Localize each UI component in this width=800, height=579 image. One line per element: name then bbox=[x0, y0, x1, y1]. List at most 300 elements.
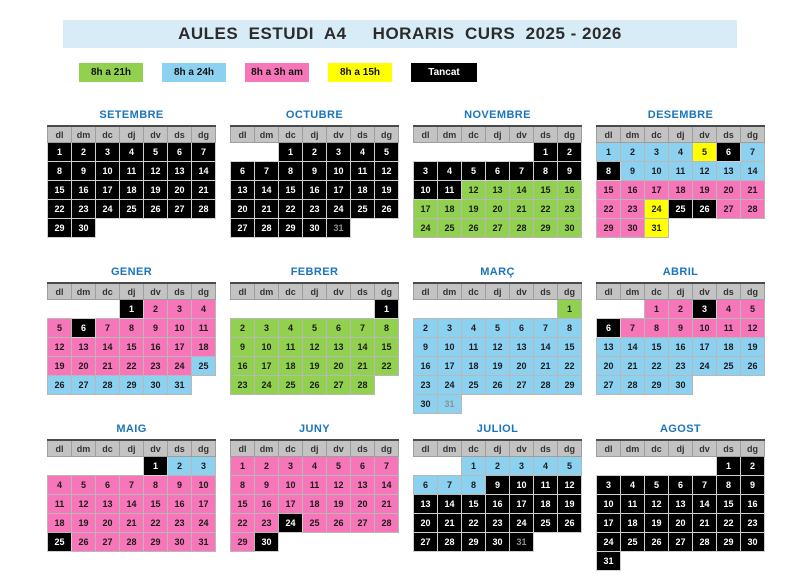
day-cell: 28 bbox=[192, 200, 216, 219]
day-cell: 12 bbox=[48, 338, 72, 357]
day-header: ds bbox=[351, 440, 375, 457]
empty-cell bbox=[414, 143, 438, 162]
day-cell: 7 bbox=[120, 476, 144, 495]
day-cell: 10 bbox=[645, 162, 669, 181]
day-cell: 5 bbox=[693, 143, 717, 162]
empty-cell bbox=[621, 457, 645, 476]
week-row bbox=[414, 319, 582, 338]
day-header-row bbox=[414, 440, 582, 457]
week-row bbox=[597, 514, 765, 533]
empty-cell bbox=[120, 457, 144, 476]
empty-cell bbox=[279, 533, 303, 552]
week-row bbox=[48, 338, 216, 357]
day-cell: 8 bbox=[597, 162, 621, 181]
day-cell: 22 bbox=[597, 200, 621, 219]
day-cell: 23 bbox=[303, 200, 327, 219]
day-cell: 18 bbox=[717, 338, 741, 357]
day-header: dm bbox=[72, 283, 96, 300]
day-cell: 14 bbox=[510, 181, 534, 200]
week-row bbox=[48, 376, 216, 395]
week-row bbox=[231, 338, 399, 357]
week-row bbox=[597, 357, 765, 376]
day-cell: 5 bbox=[327, 457, 351, 476]
day-cell: 30 bbox=[669, 376, 693, 395]
week-row bbox=[597, 476, 765, 495]
day-cell: 14 bbox=[255, 181, 279, 200]
day-cell: 25 bbox=[279, 376, 303, 395]
day-header: dl bbox=[414, 283, 438, 300]
day-cell: 24 bbox=[438, 376, 462, 395]
week-row bbox=[414, 181, 582, 200]
week-row bbox=[597, 552, 765, 571]
day-header: dv bbox=[144, 283, 168, 300]
day-cell: 21 bbox=[693, 514, 717, 533]
day-cell: 28 bbox=[741, 200, 765, 219]
day-cell: 27 bbox=[597, 376, 621, 395]
day-cell: 23 bbox=[741, 514, 765, 533]
day-cell: 21 bbox=[741, 181, 765, 200]
day-cell: 1 bbox=[462, 457, 486, 476]
empty-cell bbox=[717, 552, 741, 571]
day-cell: 24 bbox=[96, 200, 120, 219]
week-row bbox=[597, 200, 765, 219]
day-cell: 30 bbox=[486, 533, 510, 552]
week-row bbox=[48, 457, 216, 476]
legend-swatch-P bbox=[245, 63, 309, 82]
empty-cell bbox=[534, 533, 558, 552]
day-cell: 17 bbox=[693, 338, 717, 357]
day-cell: 24 bbox=[510, 514, 534, 533]
day-cell: 2 bbox=[72, 143, 96, 162]
day-cell: 29 bbox=[48, 219, 72, 238]
empty-cell bbox=[231, 300, 255, 319]
day-header: dm bbox=[621, 126, 645, 143]
day-cell: 17 bbox=[96, 181, 120, 200]
day-header: dj bbox=[486, 126, 510, 143]
day-cell: 23 bbox=[255, 514, 279, 533]
day-header: ds bbox=[717, 440, 741, 457]
day-cell: 24 bbox=[597, 533, 621, 552]
day-header: dm bbox=[255, 283, 279, 300]
day-cell: 29 bbox=[717, 533, 741, 552]
week-row bbox=[414, 219, 582, 238]
day-cell: 15 bbox=[279, 181, 303, 200]
day-cell: 30 bbox=[558, 219, 582, 238]
day-cell: 21 bbox=[255, 200, 279, 219]
day-cell: 10 bbox=[327, 162, 351, 181]
day-header: ds bbox=[534, 283, 558, 300]
day-cell: 8 bbox=[375, 319, 399, 338]
month-table bbox=[413, 125, 582, 238]
week-row bbox=[597, 219, 765, 238]
day-header: dj bbox=[303, 440, 327, 457]
day-cell: 12 bbox=[645, 495, 669, 514]
day-cell: 14 bbox=[438, 495, 462, 514]
day-cell: 23 bbox=[669, 357, 693, 376]
day-cell: 6 bbox=[96, 476, 120, 495]
day-cell: 4 bbox=[279, 319, 303, 338]
day-cell: 23 bbox=[231, 376, 255, 395]
day-cell: 10 bbox=[693, 319, 717, 338]
day-cell: 11 bbox=[279, 338, 303, 357]
day-cell: 16 bbox=[558, 181, 582, 200]
empty-cell bbox=[669, 457, 693, 476]
day-cell: 28 bbox=[120, 533, 144, 552]
week-row bbox=[597, 338, 765, 357]
day-header: dj bbox=[669, 283, 693, 300]
day-cell: 13 bbox=[168, 162, 192, 181]
week-row bbox=[231, 162, 399, 181]
empty-cell bbox=[414, 457, 438, 476]
day-cell: 17 bbox=[327, 181, 351, 200]
day-cell: 9 bbox=[621, 162, 645, 181]
day-cell: 11 bbox=[303, 476, 327, 495]
day-cell: 12 bbox=[558, 476, 582, 495]
day-cell: 19 bbox=[558, 495, 582, 514]
day-cell: 6 bbox=[486, 162, 510, 181]
day-cell: 2 bbox=[741, 457, 765, 476]
empty-cell bbox=[48, 457, 72, 476]
month-table bbox=[596, 125, 765, 238]
week-row bbox=[597, 162, 765, 181]
empty-cell bbox=[327, 300, 351, 319]
day-cell: 20 bbox=[327, 357, 351, 376]
day-cell: 7 bbox=[375, 457, 399, 476]
day-cell: 1 bbox=[558, 300, 582, 319]
day-header-row bbox=[597, 440, 765, 457]
day-cell: 10 bbox=[192, 476, 216, 495]
day-cell: 14 bbox=[351, 338, 375, 357]
day-cell: 13 bbox=[231, 181, 255, 200]
day-cell: 24 bbox=[414, 219, 438, 238]
day-cell: 6 bbox=[168, 143, 192, 162]
day-cell: 12 bbox=[693, 162, 717, 181]
day-cell: 27 bbox=[510, 376, 534, 395]
empty-cell bbox=[279, 300, 303, 319]
day-cell: 2 bbox=[414, 319, 438, 338]
day-cell: 1 bbox=[279, 143, 303, 162]
day-cell: 13 bbox=[597, 338, 621, 357]
day-cell: 7 bbox=[693, 476, 717, 495]
day-cell: 15 bbox=[558, 338, 582, 357]
day-cell: 15 bbox=[534, 181, 558, 200]
day-cell: 21 bbox=[438, 514, 462, 533]
empty-cell bbox=[96, 300, 120, 319]
day-cell: 22 bbox=[375, 357, 399, 376]
day-cell: 15 bbox=[144, 495, 168, 514]
day-cell: 16 bbox=[486, 495, 510, 514]
day-cell: 29 bbox=[231, 533, 255, 552]
month-table bbox=[413, 439, 582, 552]
day-cell: 16 bbox=[72, 181, 96, 200]
day-cell: 25 bbox=[669, 200, 693, 219]
day-cell: 23 bbox=[486, 514, 510, 533]
day-cell: 19 bbox=[72, 514, 96, 533]
day-cell: 28 bbox=[255, 219, 279, 238]
empty-cell bbox=[303, 300, 327, 319]
empty-cell bbox=[231, 143, 255, 162]
day-cell: 12 bbox=[72, 495, 96, 514]
day-cell: 6 bbox=[327, 319, 351, 338]
day-cell: 20 bbox=[231, 200, 255, 219]
day-cell: 19 bbox=[48, 357, 72, 376]
day-cell: 27 bbox=[486, 219, 510, 238]
day-cell: 9 bbox=[144, 319, 168, 338]
day-header: dj bbox=[669, 440, 693, 457]
week-row bbox=[597, 143, 765, 162]
day-cell: 7 bbox=[351, 319, 375, 338]
day-header: dv bbox=[327, 283, 351, 300]
day-cell: 27 bbox=[414, 533, 438, 552]
day-header: dc bbox=[279, 283, 303, 300]
day-cell: 15 bbox=[375, 338, 399, 357]
day-cell: 18 bbox=[351, 181, 375, 200]
day-cell: 9 bbox=[231, 338, 255, 357]
day-cell: 2 bbox=[231, 319, 255, 338]
month-novembre bbox=[406, 108, 589, 265]
day-cell: 26 bbox=[303, 376, 327, 395]
day-cell: 4 bbox=[534, 457, 558, 476]
week-row bbox=[48, 495, 216, 514]
day-cell: 9 bbox=[72, 162, 96, 181]
day-cell: 4 bbox=[717, 300, 741, 319]
empty-cell bbox=[192, 376, 216, 395]
day-cell: 7 bbox=[741, 143, 765, 162]
day-cell: 12 bbox=[486, 338, 510, 357]
week-row bbox=[231, 200, 399, 219]
day-cell: 14 bbox=[534, 338, 558, 357]
day-cell: 17 bbox=[438, 357, 462, 376]
empty-cell bbox=[486, 143, 510, 162]
day-cell: 27 bbox=[669, 533, 693, 552]
day-header: dj bbox=[669, 126, 693, 143]
day-header: dv bbox=[693, 126, 717, 143]
day-cell: 12 bbox=[741, 319, 765, 338]
months-grid bbox=[40, 108, 772, 579]
day-cell: 29 bbox=[645, 376, 669, 395]
day-cell: 13 bbox=[351, 476, 375, 495]
day-cell: 22 bbox=[645, 357, 669, 376]
day-cell: 5 bbox=[558, 457, 582, 476]
day-cell: 18 bbox=[534, 495, 558, 514]
day-cell: 13 bbox=[717, 162, 741, 181]
month-abril bbox=[589, 265, 772, 422]
day-header: dl bbox=[597, 283, 621, 300]
day-cell: 29 bbox=[597, 219, 621, 238]
month-title: ABRIL bbox=[662, 266, 699, 278]
legend-swatch-K bbox=[411, 63, 477, 82]
page-title: AULES ESTUDI A4 HORARIS CURS 2025 - 2026 bbox=[178, 24, 622, 43]
month-title: DESEMBRE bbox=[647, 109, 714, 121]
empty-cell bbox=[621, 300, 645, 319]
empty-cell bbox=[255, 143, 279, 162]
day-cell: 22 bbox=[534, 200, 558, 219]
day-cell: 11 bbox=[669, 162, 693, 181]
day-cell: 18 bbox=[192, 338, 216, 357]
day-cell: 10 bbox=[510, 476, 534, 495]
week-row bbox=[414, 395, 582, 414]
day-cell: 13 bbox=[96, 495, 120, 514]
day-cell: 7 bbox=[96, 319, 120, 338]
day-header-row bbox=[414, 126, 582, 143]
week-row bbox=[414, 514, 582, 533]
day-cell: 29 bbox=[279, 219, 303, 238]
day-cell: 30 bbox=[303, 219, 327, 238]
day-cell: 30 bbox=[255, 533, 279, 552]
day-cell: 14 bbox=[741, 162, 765, 181]
day-cell: 7 bbox=[534, 319, 558, 338]
empty-cell bbox=[96, 457, 120, 476]
day-header: dc bbox=[96, 126, 120, 143]
day-header: dv bbox=[144, 126, 168, 143]
day-cell: 16 bbox=[621, 181, 645, 200]
day-header: dm bbox=[621, 440, 645, 457]
day-header-row bbox=[597, 283, 765, 300]
month-table bbox=[230, 439, 399, 552]
day-header: dl bbox=[231, 283, 255, 300]
day-cell: 20 bbox=[168, 181, 192, 200]
day-header: dg bbox=[192, 283, 216, 300]
day-cell: 16 bbox=[303, 181, 327, 200]
day-cell: 19 bbox=[645, 514, 669, 533]
empty-cell bbox=[414, 300, 438, 319]
day-cell: 20 bbox=[510, 357, 534, 376]
day-cell: 22 bbox=[279, 200, 303, 219]
day-cell: 15 bbox=[645, 338, 669, 357]
day-cell: 29 bbox=[120, 376, 144, 395]
day-cell: 12 bbox=[462, 181, 486, 200]
day-cell: 23 bbox=[621, 200, 645, 219]
day-cell: 10 bbox=[597, 495, 621, 514]
day-cell: 1 bbox=[597, 143, 621, 162]
day-cell: 25 bbox=[534, 514, 558, 533]
day-cell: 23 bbox=[72, 200, 96, 219]
week-row bbox=[414, 143, 582, 162]
day-cell: 19 bbox=[144, 181, 168, 200]
day-header: dc bbox=[462, 126, 486, 143]
day-cell: 4 bbox=[48, 476, 72, 495]
legend-swatch-G bbox=[79, 63, 143, 82]
day-cell: 2 bbox=[669, 300, 693, 319]
day-cell: 31 bbox=[597, 552, 621, 571]
week-row bbox=[231, 300, 399, 319]
day-cell: 10 bbox=[168, 319, 192, 338]
empty-cell bbox=[120, 219, 144, 238]
day-cell: 18 bbox=[279, 357, 303, 376]
legend-label: Tancat bbox=[428, 67, 460, 78]
day-cell: 23 bbox=[414, 376, 438, 395]
month-title: MARÇ bbox=[480, 266, 515, 278]
day-cell: 10 bbox=[414, 181, 438, 200]
day-cell: 26 bbox=[693, 200, 717, 219]
empty-cell bbox=[669, 552, 693, 571]
day-cell: 14 bbox=[375, 476, 399, 495]
day-cell: 24 bbox=[693, 357, 717, 376]
day-cell: 16 bbox=[669, 338, 693, 357]
week-row bbox=[48, 533, 216, 552]
day-cell: 5 bbox=[375, 143, 399, 162]
month-title: FEBRER bbox=[290, 266, 339, 278]
empty-cell bbox=[510, 395, 534, 414]
day-header: dc bbox=[279, 440, 303, 457]
week-row bbox=[597, 495, 765, 514]
day-cell: 8 bbox=[144, 476, 168, 495]
week-row bbox=[414, 300, 582, 319]
day-header: dl bbox=[48, 283, 72, 300]
day-cell: 10 bbox=[438, 338, 462, 357]
day-cell: 8 bbox=[534, 162, 558, 181]
day-header: dm bbox=[438, 126, 462, 143]
day-cell: 28 bbox=[375, 514, 399, 533]
day-cell: 19 bbox=[327, 495, 351, 514]
day-cell: 1 bbox=[144, 457, 168, 476]
day-cell: 7 bbox=[255, 162, 279, 181]
month-title: NOVEMBRE bbox=[464, 109, 531, 121]
day-cell: 9 bbox=[303, 162, 327, 181]
day-header: dg bbox=[375, 440, 399, 457]
day-header: ds bbox=[351, 283, 375, 300]
day-cell: 2 bbox=[255, 457, 279, 476]
empty-cell bbox=[351, 533, 375, 552]
day-cell: 27 bbox=[717, 200, 741, 219]
empty-cell bbox=[438, 300, 462, 319]
day-cell: 27 bbox=[231, 219, 255, 238]
day-header: dl bbox=[48, 126, 72, 143]
day-cell: 21 bbox=[192, 181, 216, 200]
week-row bbox=[48, 200, 216, 219]
day-cell: 13 bbox=[72, 338, 96, 357]
day-header: dv bbox=[327, 126, 351, 143]
day-cell: 5 bbox=[486, 319, 510, 338]
day-cell: 15 bbox=[48, 181, 72, 200]
day-cell: 26 bbox=[48, 376, 72, 395]
day-cell: 12 bbox=[327, 476, 351, 495]
day-cell: 11 bbox=[48, 495, 72, 514]
day-cell: 5 bbox=[741, 300, 765, 319]
day-cell: 4 bbox=[438, 162, 462, 181]
day-cell: 17 bbox=[255, 357, 279, 376]
day-cell: 20 bbox=[414, 514, 438, 533]
week-row bbox=[597, 376, 765, 395]
day-cell: 27 bbox=[168, 200, 192, 219]
day-header: ds bbox=[351, 126, 375, 143]
week-row bbox=[414, 533, 582, 552]
empty-cell bbox=[255, 300, 279, 319]
month-title: GENER bbox=[110, 266, 153, 278]
empty-cell bbox=[558, 533, 582, 552]
day-header: dg bbox=[558, 283, 582, 300]
day-header: dc bbox=[462, 440, 486, 457]
day-header: dv bbox=[510, 126, 534, 143]
day-cell: 3 bbox=[597, 476, 621, 495]
week-row bbox=[231, 319, 399, 338]
day-cell: 24 bbox=[255, 376, 279, 395]
day-header: dg bbox=[192, 440, 216, 457]
month-table bbox=[47, 125, 216, 238]
day-cell: 17 bbox=[192, 495, 216, 514]
month-agost bbox=[589, 422, 772, 579]
day-header: dc bbox=[462, 283, 486, 300]
day-cell: 8 bbox=[48, 162, 72, 181]
day-cell: 15 bbox=[717, 495, 741, 514]
day-cell: 30 bbox=[144, 376, 168, 395]
day-cell: 21 bbox=[120, 514, 144, 533]
empty-cell bbox=[438, 143, 462, 162]
day-cell: 1 bbox=[375, 300, 399, 319]
day-cell: 15 bbox=[120, 338, 144, 357]
day-cell: 13 bbox=[510, 338, 534, 357]
day-cell: 18 bbox=[438, 200, 462, 219]
